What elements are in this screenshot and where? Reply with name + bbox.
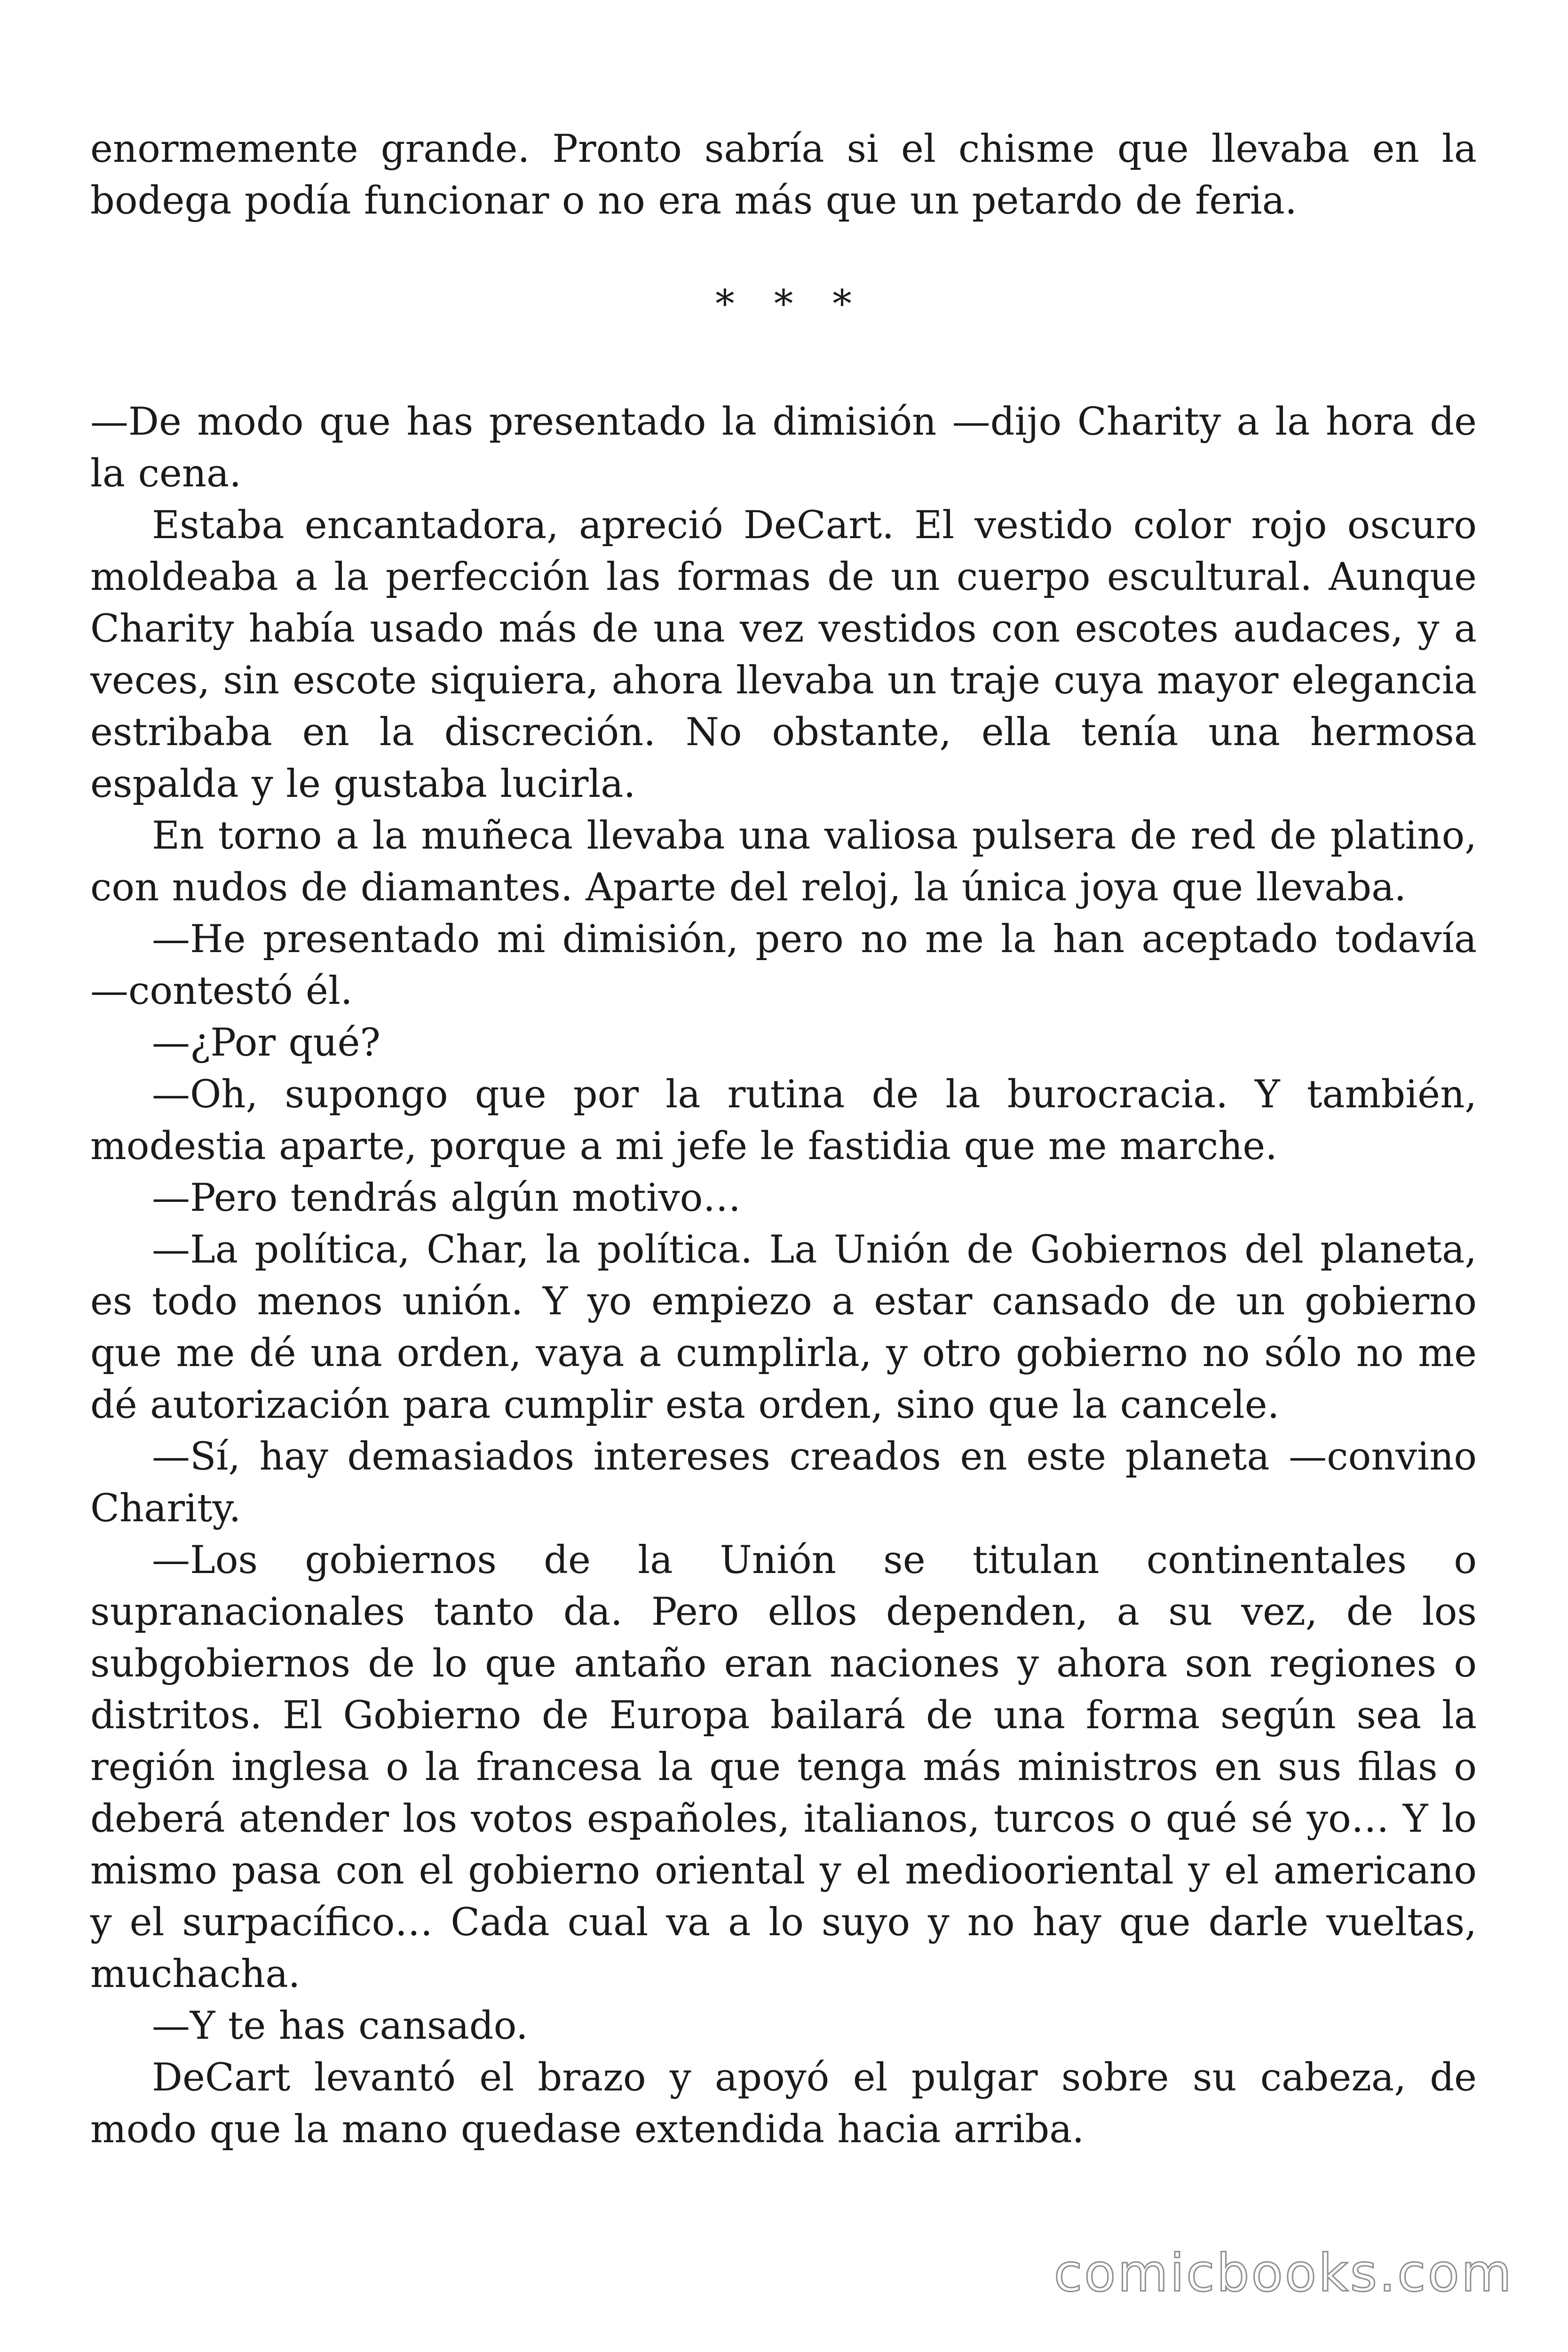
page-text bbox=[90, 123, 1477, 2155]
paragraph: —He presentado mi dimisión, pero no me la han aceptado todavía —contestó él. bbox=[90, 917, 1477, 1013]
paragraph: En torno a la muñeca llevaba una valiosa pulsera de red de platino, con nudos de diamantes. Aparte del reloj, la única joya que llevaba. bbox=[90, 814, 1477, 910]
paragraph: —De modo que has presentado la dimisión —dijo Charity a la hora de la cena. bbox=[90, 400, 1477, 496]
paragraph: —Sí, hay demasiados intereses creados en este planeta —convino Charity. bbox=[90, 1435, 1477, 1531]
paragraph: —Pero tendrás algún motivo… bbox=[152, 1176, 741, 1220]
paragraph: DeCart levantó el brazo y apoyó el pulgar sobre su cabeza, de modo que la mano quedase extendida hacia arriba. bbox=[90, 2056, 1477, 2152]
paragraph: —Los gobiernos de la Unión se titulan continentales o supranacionales tanto da. Pero ellos dependen, a su vez, de los subgobiernos de lo que antaño eran naciones y ahora son regiones o distritos. El Gobierno de Europa bailará de una forma según sea la región inglesa o la francesa la que tenga más ministros en sus filas o deberá atender los votos españoles, italianos, turcos o qué sé yo… Y lo mismo pasa con el gobierno oriental y el mediooriental y el americano y el surpacífico… Cada cual va a lo suyo y no hay que darle vueltas, muchacha. bbox=[90, 1538, 1477, 1996]
scene-separator: * * * bbox=[715, 282, 865, 326]
paragraph: —¿Por qué? bbox=[152, 1021, 380, 1065]
paragraph: —Y te has cansado. bbox=[152, 2004, 528, 2048]
paragraph-continuation: enormemente grande. Pronto sabría si el chisme que llevaba en la bodega podía funcionar o no era más que un petardo de feria. bbox=[90, 127, 1477, 223]
watermark-text: comicbooks.com bbox=[1053, 2243, 1513, 2303]
paragraph: —Oh, supongo que por la rutina de la burocracia. Y también, modestia aparte, porque a mi jefe le fastidia que me marche. bbox=[90, 1073, 1477, 1168]
paragraph: —La política, Char, la política. La Unión de Gobiernos del planeta, es todo menos unión. Y yo empiezo a estar cansado de un gobierno que me dé una orden, vaya a cumplirla, y otro gobierno no sólo no me dé autorización para cumplir esta orden, sino que la cancele. bbox=[90, 1228, 1477, 1427]
paragraph: Estaba encantadora, apreció DeCart. El vestido color rojo oscuro moldeaba a la perfección las formas de un cuerpo escultural. Aunque Charity había usado más de una vez vestidos con escotes audaces, y a veces, sin escote siquiera, ahora llevaba un traje cuya mayor elegancia estribaba en la discreción. No obstante, ella tenía una hermosa espalda y le gustaba lucirla. bbox=[90, 503, 1477, 806]
